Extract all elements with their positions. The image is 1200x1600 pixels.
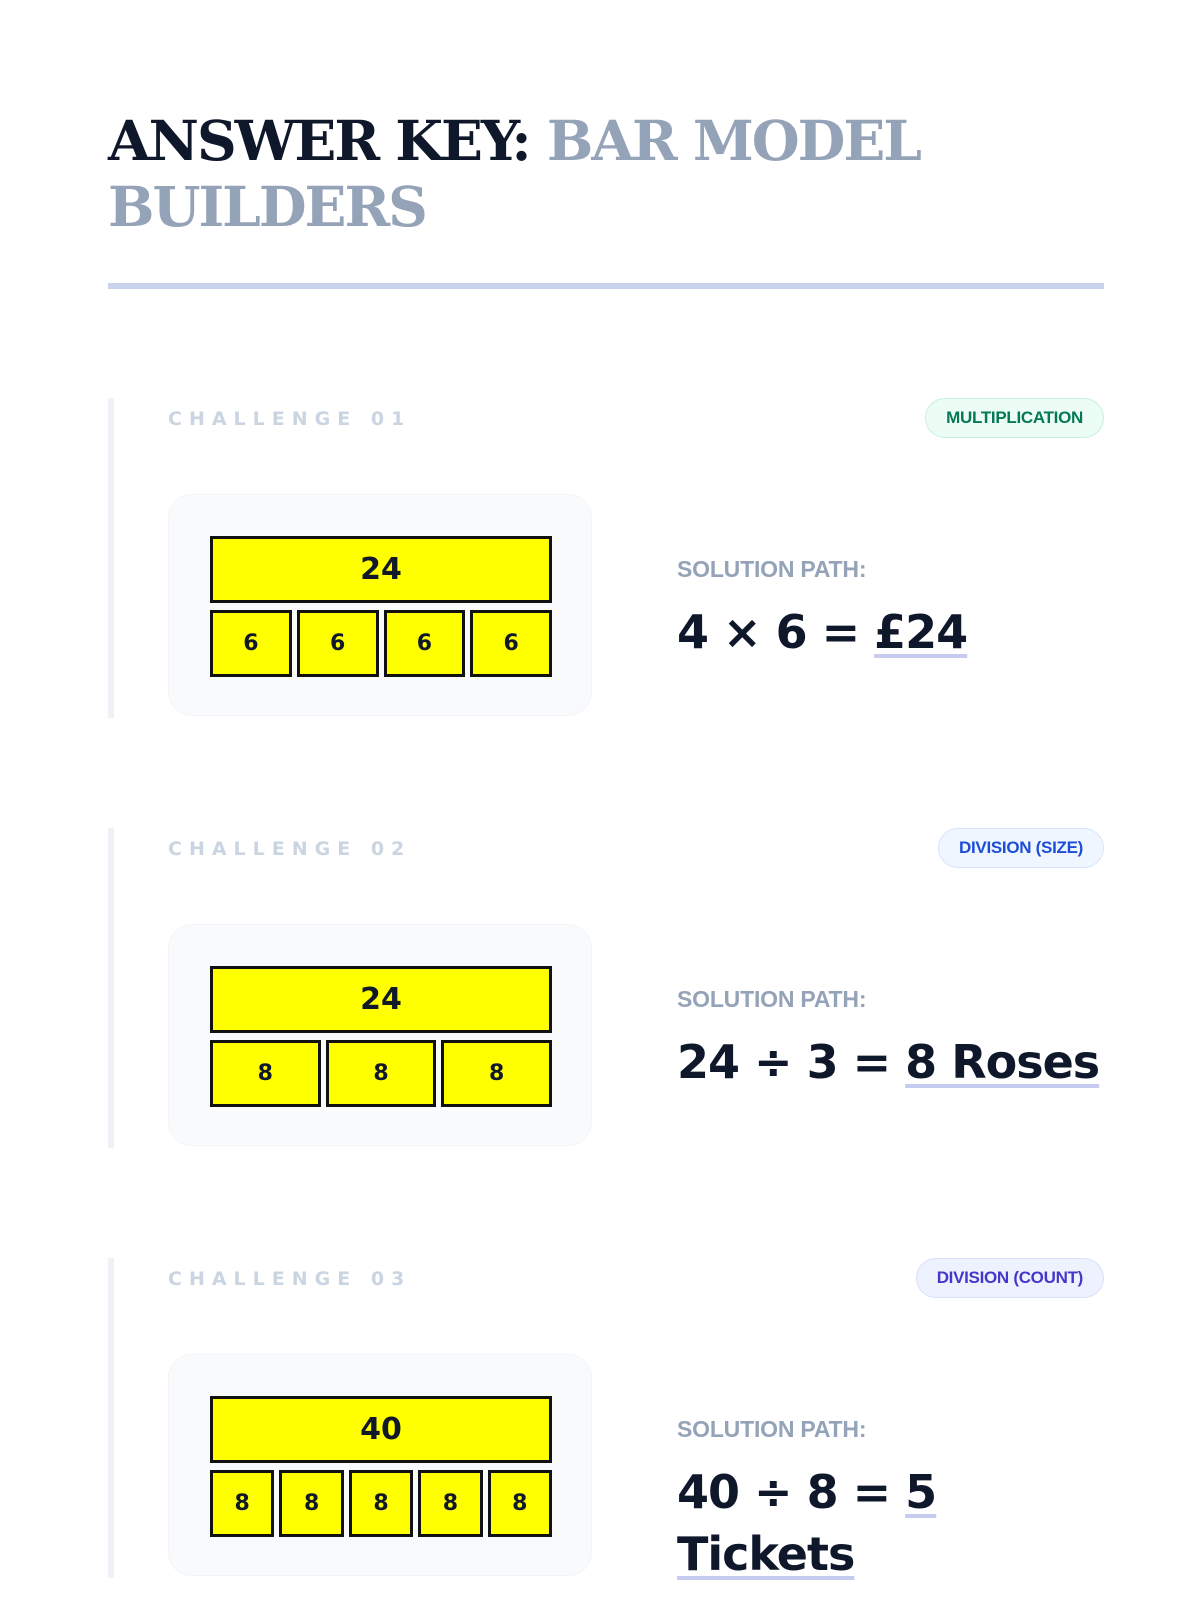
solution-equation [677,601,1107,663]
bar-model-parts [210,1040,552,1107]
challenge-03 [108,1258,1104,1581]
bar-model-total: 40 [210,1396,552,1463]
solution-equation [677,1461,1107,1585]
bar-model-parts [210,1470,552,1537]
equation-answer: £24 [874,605,968,659]
challenge-02 [108,828,1104,1148]
equation-answer: 8 Roses [905,1035,1100,1089]
bar-model-part: 6 [297,610,379,677]
bar-model-part: 6 [470,610,552,677]
page-title [108,108,1108,240]
bar-model-part: 8 [349,1470,413,1537]
equation-text: 4 × 6 = [677,605,875,659]
equation-text: 24 ÷ 3 = [677,1035,906,1089]
bar-model-part: 8 [441,1040,552,1107]
challenge-label: CHALLENGE 01 [168,408,412,430]
solution-path [677,1416,1107,1585]
bar-model-total: 24 [210,536,552,603]
bar-model-part: 8 [418,1470,482,1537]
bar-model-card [168,494,592,716]
solution-equation [677,1031,1107,1093]
bar-model-parts [210,610,552,677]
solution-label: SOLUTION PATH: [677,1416,867,1442]
bar-model-part: 8 [488,1470,552,1537]
title-divider [108,283,1104,289]
challenge-label: CHALLENGE 02 [168,838,412,860]
topic-badge: DIVISION (COUNT) [916,1258,1104,1298]
bar-model-part: 8 [326,1040,437,1107]
equation-answer: 5 Tickets [677,1465,937,1581]
bar-model-total: 24 [210,966,552,1033]
topic-badge: DIVISION (SIZE) [938,828,1104,868]
bar-model-part: 8 [210,1470,274,1537]
challenge-label: CHALLENGE 03 [168,1268,412,1290]
challenge-accent-bar [108,828,114,1148]
title-subject: BAR MODEL BUILDERS [108,108,920,239]
solution-label: SOLUTION PATH: [677,556,867,582]
solution-path [677,556,1107,663]
bar-model-part: 8 [210,1040,321,1107]
solution-path [677,986,1107,1093]
bar-model-part: 6 [384,610,466,677]
bar-model-card [168,1354,592,1576]
bar-model-part: 6 [210,610,292,677]
challenge-accent-bar [108,1258,114,1578]
challenge-accent-bar [108,398,114,718]
equation-text: 40 ÷ 8 = [677,1465,906,1519]
solution-label: SOLUTION PATH: [677,986,867,1012]
title-prefix: ANSWER KEY: [108,108,530,173]
bar-model-card [168,924,592,1146]
challenge-01 [108,398,1104,718]
bar-model-part: 8 [279,1470,343,1537]
topic-badge: MULTIPLICATION [925,398,1104,438]
